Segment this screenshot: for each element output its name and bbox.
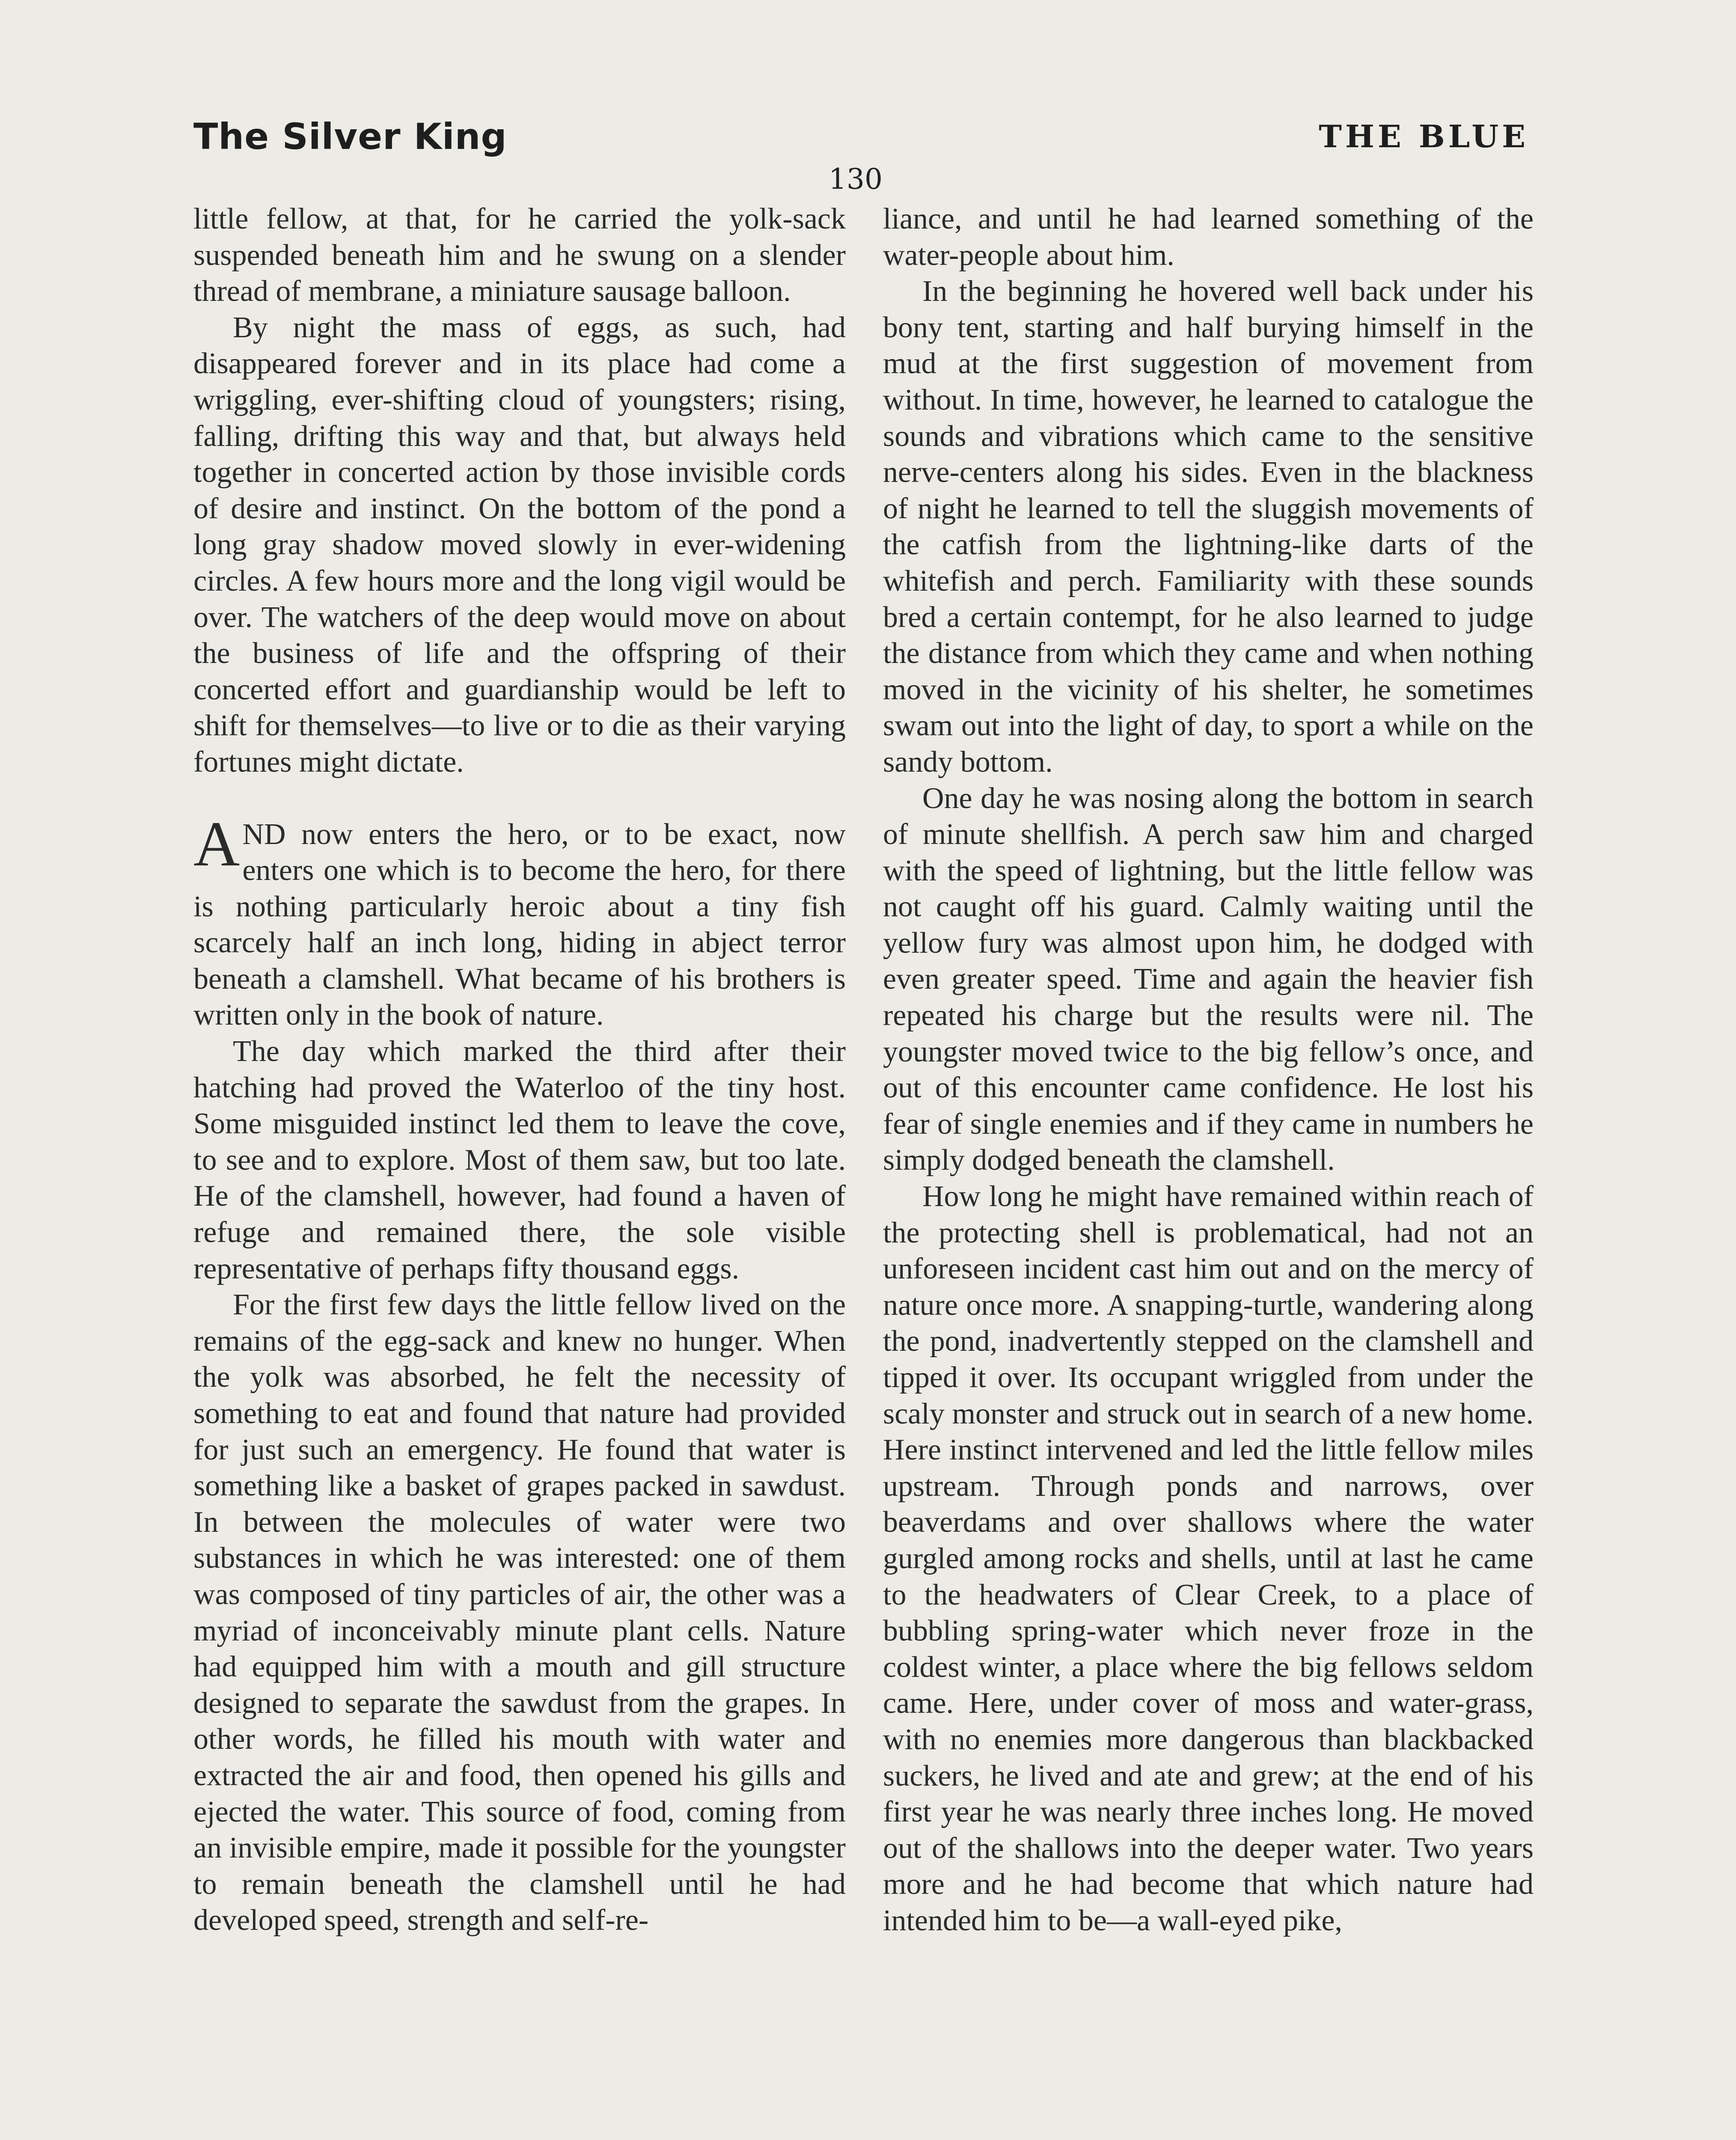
paragraph: By night the mass of eggs, as such, had disappeared forever and in its place had come a wriggling, ever-shifting cloud of youngsters; rising, falling, drifting this way and that, but always held together in concerted action by those invisible cords of desire and instinct. On the bottom of the pond a long gray shadow moved slowly in ever-widening circles. A few hours more and the long vigil would be over. The watchers of the deep would move on about the business of life and the offspring of their concerted effort and guardianship would be left to shift for themselves—to live or to die as their varying fortunes might dictate. bbox=[193, 311, 846, 779]
paragraph: In the beginning he hovered well back under his bony tent, starting and half burying himself in the mud at the first suggestion of movement from without. In time, however, he learned to catalogue the sounds and vibrations which came to the sensitive nerve-centers along his sides. Even in the blackness of night he learned to tell the sluggish movements of the catfish from the lightning-like darts of the whitefish and perch. Familiarity with these sounds bred a certain contempt, for he also learned to judge the distance from which they came and when nothing moved in the vicinity of his shelter, he sometimes swam out into the light of day, to sport a while on the sandy bottom. bbox=[883, 275, 1534, 779]
right-column bbox=[883, 201, 1534, 1939]
paragraph: liance, and until he had learned something of the water-people about him. bbox=[883, 202, 1534, 272]
magazine-name: THE BLUE bbox=[1319, 118, 1529, 155]
dropcap-paragraph bbox=[193, 808, 846, 1034]
paragraph: For the first few days the little fellow lived on the remains of the egg-sack and knew no hunger. When the yolk was absorbed, he felt the necessity of something to eat and found that nature had provided for just such an emergency. He found that water is something like a basket of grapes packed in sawdust. In between the molecules of water were two substances in which he was interested: one of them was composed of tiny particles of air, the other was a myriad of inconceivably minute plant cells. Nature had equipped him with a mouth and gill structure designed to separate the sawdust from the grapes. In other words, he filled his mouth with water and extracted the air and food, then opened his gills and ejected the water. This source of food, coming from an invisible empire, made it possible for the youngster to remain beneath the clamshell until he had developed speed, strength and self-re- bbox=[193, 1288, 846, 1937]
section-break bbox=[193, 781, 846, 817]
paragraph: little fellow, at that, for he carried the yolk-sack suspended beneath him and he swung on a slender thread of membrane, a miniature sausage balloon. bbox=[193, 202, 846, 308]
page-number: 130 bbox=[829, 163, 883, 196]
paragraph: How long he might have remained within reach of the protecting shell is problematical, had not an unforeseen incident cast him out and on the mercy of nature once more. A snapping-turtle, wandering along the pond, inadvertently stepped on the clamshell and tipped it over. Its occupant wriggled from under the scaly monster and struck out in search of a new home. Here instinct intervened and led the little fellow miles upstream. Through ponds and narrows, over beaverdams and over shallows where the water gurgled among rocks and shells, until at last he came to the headwaters of Clear Creek, to a place of bubbling spring-water which never froze in the coldest winter, a place where the big fellows seldom came. Here, under cover of moss and water-grass, with no enemies more dangerous than blackbacked suckers, he lived and ate and grew; at the end of his first year he was nearly three inches long. He moved out of the shallows into the deeper water. Two years more and he had become that which nature had intended him to be—a wall-eyed pike, bbox=[883, 1180, 1534, 1937]
drop-cap: A bbox=[193, 808, 240, 880]
left-column bbox=[193, 201, 846, 1939]
story-title: The Silver King bbox=[193, 116, 507, 158]
paragraph: The day which marked the third after their hatching had proved the Waterloo of the tiny host. Some misguided instinct led them to leave the cove, to see and to explore. Most of them saw, but too late. He of the clamshell, however, had found a haven of refuge and remained there, the sole visible representative of perhaps fifty thousand eggs. bbox=[193, 1035, 846, 1285]
paragraph-text: now enters the hero, or to be exact, now enters one which is to become the hero, for there is nothing particularly heroic about a tiny fish scarcely half an inch long, hiding in abject terror beneath a clamshell. What became of his brothers is written only in the book of nature. bbox=[193, 817, 846, 1032]
paragraph: One day he was nosing along the bottom in search of minute shellfish. A perch saw him and charged with the speed of lightning, but the little fellow was not caught off his guard. Calmly waiting until the yellow fury was almost upon him, he dodged with even greater speed. Time and again the heavier fish repeated his charge but the results were nil. The youngster moved twice to the big fellow’s once, and out of this encounter came confidence. He lost his fear of single enemies and if they came in numbers he simply dodged beneath the clamshell. bbox=[883, 782, 1534, 1177]
small-caps-lead: ND bbox=[242, 817, 286, 851]
